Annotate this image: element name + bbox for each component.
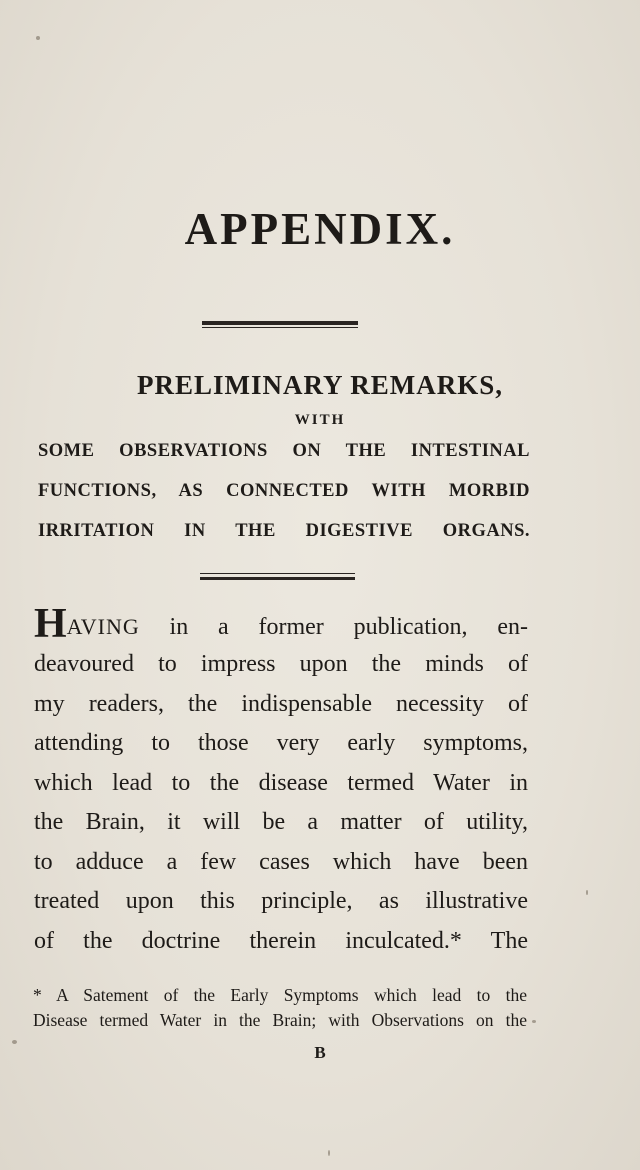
first-word-rest: AVING — [66, 614, 140, 639]
footnote-line: Disease termed Water in the Brain; with Observations on the — [33, 1010, 527, 1030]
subheading-line: FUNCTIONS, AS CONNECTED WITH MORBID — [38, 481, 530, 501]
ornamental-rule-top — [202, 321, 358, 328]
signature-mark: B — [314, 1043, 326, 1062]
paper-speck — [586, 890, 588, 895]
paper-speck — [532, 1020, 536, 1023]
paper-speck — [12, 1040, 17, 1044]
body-line: of the doctrine therein inculcated.* The — [34, 928, 528, 954]
body-line: the Brain, it will be a matter of utility, — [34, 809, 528, 835]
body-line: to adduce a few cases which have been — [34, 849, 528, 875]
body-line: deavoured to impress upon the minds of — [34, 651, 528, 677]
with-line: WITH — [294, 412, 346, 428]
subheading-line: SOME OBSERVATIONS ON THE INTESTINAL — [38, 441, 530, 461]
paper-speck — [328, 1150, 330, 1156]
body-line: my readers, the indispensable necessity of — [34, 691, 528, 717]
footnote-line: * A Satement of the Early Symptoms which lead to the — [33, 985, 527, 1005]
body-line: attending to those very early symptoms, — [34, 730, 528, 756]
paper-speck — [36, 36, 40, 40]
body-first-line — [34, 601, 528, 647]
page-title: APPENDIX. — [184, 204, 456, 254]
subheading-line: IRRITATION IN THE DIGESTIVE ORGANS. — [38, 521, 530, 541]
section-subtitle: PRELIMINARY REMARKS, — [136, 370, 504, 400]
ornamental-rule-bottom — [200, 573, 355, 580]
body-line: treated upon this principle, as illustrative — [34, 888, 528, 914]
drop-cap: H — [34, 601, 67, 647]
first-line-rest: in a former publication, en- — [169, 614, 528, 640]
body-line: which lead to the disease termed Water in — [34, 770, 528, 796]
